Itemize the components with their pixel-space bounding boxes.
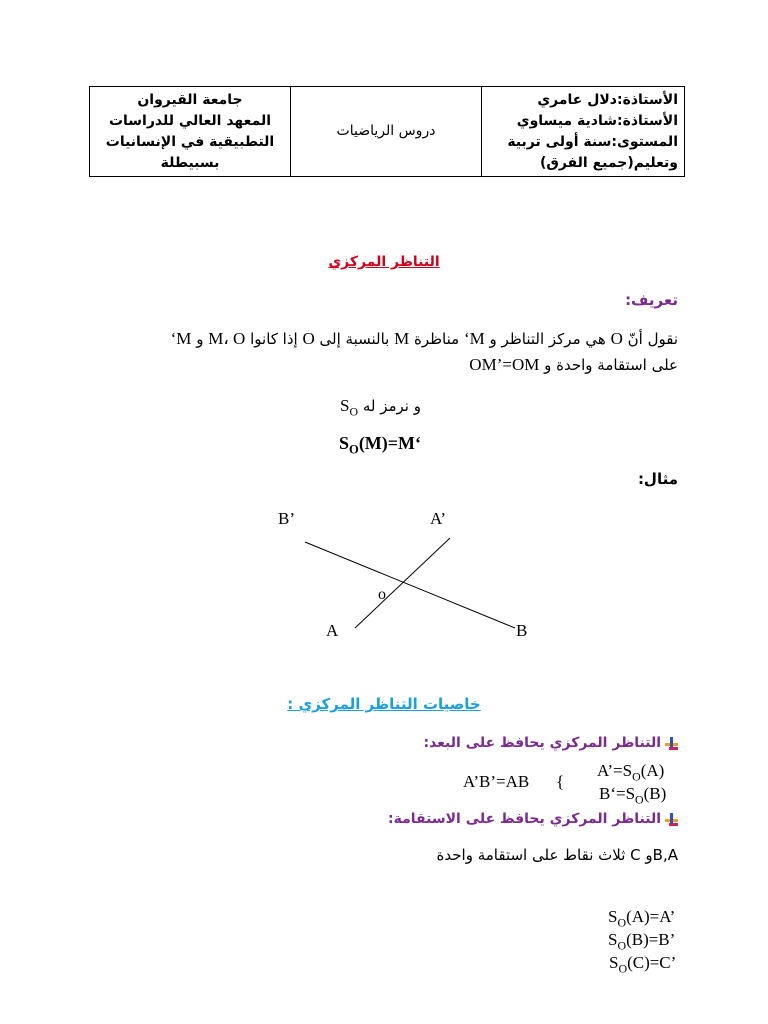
img-a-post: (A) <box>640 761 665 780</box>
property-alignment <box>388 811 678 827</box>
def-O: O <box>610 329 623 348</box>
formula-rest: (M)=M‘ <box>358 433 422 453</box>
notation-sub: O <box>349 404 359 419</box>
img-b-post: (B) <box>643 784 667 803</box>
definition-line-2 <box>469 355 678 375</box>
img-b-sub: O <box>635 792 644 807</box>
university-line: التطبيقية في الإنسانيات <box>105 133 275 150</box>
header-table <box>89 86 685 177</box>
label-O: o <box>378 586 386 603</box>
formula-S: S <box>339 433 350 453</box>
label-B-prime: B’ <box>278 509 295 528</box>
segment-AA-prime <box>355 538 450 628</box>
notation-symbol <box>340 396 359 419</box>
notation-S: S <box>340 396 350 415</box>
course-cell <box>291 87 482 177</box>
res-b-pre: S <box>608 930 618 949</box>
notation-line <box>340 396 421 419</box>
res-b-sub: O <box>617 938 627 953</box>
collinear-points-line: B,Aو C ثلاث نقاط على استقامة واحدة <box>436 846 678 864</box>
level-line: وتعليم(جميع الفرق) <box>539 154 678 171</box>
property-distance-label: التناظر المركزي يحافظ على البعد: <box>423 735 661 751</box>
res-c-post: (C)=C’ <box>627 953 677 972</box>
segment-BB-prime <box>305 542 515 628</box>
result-A <box>608 907 675 930</box>
img-b-pre: B‘=S <box>599 784 636 803</box>
def-M-prime-2: M‘ <box>170 329 192 348</box>
def-text: على استقامة واحدة و <box>539 356 678 374</box>
def-text: بالنسبة إلى <box>314 330 395 348</box>
image-of-B <box>599 784 666 807</box>
def-text: و <box>191 330 209 348</box>
formula-sub: O <box>349 442 359 457</box>
res-c-sub: O <box>618 961 628 976</box>
label-B: B <box>516 621 528 640</box>
level-line: المستوى:سنة أولى تربية <box>507 133 678 150</box>
img-a-pre: A’=S <box>597 761 633 780</box>
university-line: المعهد العالي للدراسات <box>108 112 272 129</box>
definition-line-1 <box>171 329 678 349</box>
bullet-icon <box>665 813 678 826</box>
bullet-icon <box>665 737 678 750</box>
def-M-prime: M‘ <box>463 329 485 348</box>
res-c-pre: S <box>609 953 619 972</box>
definition-heading: تعريف: <box>625 291 678 309</box>
university-line: جامعة القيروان <box>137 91 243 108</box>
notation-text: و نرمز له <box>358 397 421 415</box>
result-C <box>609 953 676 976</box>
result-B <box>608 930 675 953</box>
example-heading: مثال: <box>637 470 678 488</box>
img-a-sub: O <box>632 769 641 784</box>
def-M: M <box>394 329 410 348</box>
university-cell <box>90 87 291 177</box>
teachers-cell <box>482 87 685 177</box>
res-b-post: (B)=B’ <box>626 930 676 949</box>
res-a-sub: O <box>617 915 627 930</box>
teacher-line: الأستاذة:دلال عامري <box>537 91 678 108</box>
property-distance <box>423 735 678 751</box>
property-alignment-label: التناظر المركزي يحافظ على الاستقامة: <box>388 811 661 827</box>
university-line: بسبيطلة <box>160 154 220 171</box>
def-O-2: O <box>302 329 315 348</box>
course-title: دروس الرياضيات <box>336 123 436 139</box>
label-A-prime: A’ <box>430 509 447 528</box>
image-of-A <box>597 761 664 784</box>
teacher-line: الأستاذة:شادية ميساوي <box>516 112 678 129</box>
lesson-title: التناظر المركزي <box>328 254 440 270</box>
res-a-pre: S <box>608 907 618 926</box>
symmetry-figure <box>270 505 550 645</box>
def-text: مناظرة <box>409 330 464 348</box>
def-points-MO: M، O <box>208 329 246 348</box>
def-text: إذا كانوا <box>245 330 303 348</box>
def-text: نقول أنّ <box>622 330 678 348</box>
symmetry-formula <box>339 433 421 458</box>
label-A: A <box>326 621 339 640</box>
def-text: هي مركز التناظر و <box>484 330 611 348</box>
res-a-post: (A)=A’ <box>626 907 676 926</box>
properties-heading: خاصيات التناظر المركزي : <box>287 695 481 713</box>
def-equality: OM’=OM <box>469 355 540 374</box>
brace: { <box>556 772 565 791</box>
distance-equality: A’B’=AB <box>463 772 530 791</box>
